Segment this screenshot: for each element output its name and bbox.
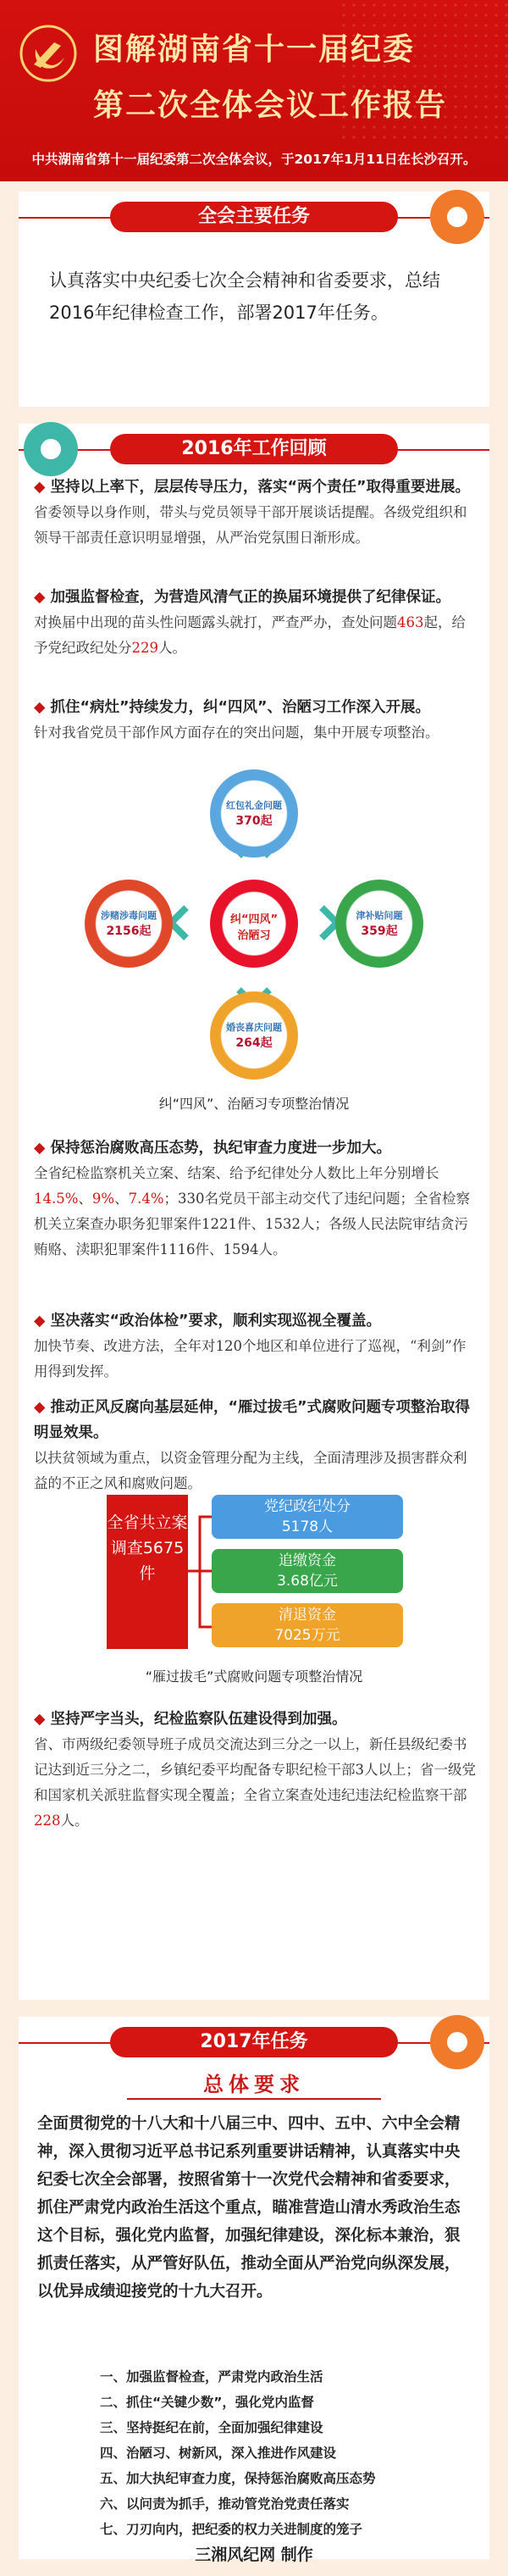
node-allowance: 津补贴问题 359起 [335,880,423,968]
review-item-5: ◆ 坚决落实“政治体检”要求，顺利实现巡视全覆盖。 加快节奏、改进方法，全年对120个地区和单位进行了巡视，“利剑”作用得到发挥。 [34,1313,467,1380]
recovered-funds-box: 追缴资金 3.68亿元 [212,1549,403,1593]
main-task-title: 全会主要任务 [110,202,398,232]
refunded-funds-box: 清退资金 7025万元 [212,1603,403,1647]
circle-decoration-inner [447,207,467,227]
list-item: 五、加大执纪审查力度，保持惩治腐败高压态势 [100,2471,376,2486]
general-requirements-text: 全面贯彻党的十八大和十八届三中、四中、五中、六中全会精神，深入贯彻习近平总书记系列重要讲话精神，认真落实中央纪委七次全会部署，按照省第十一次党代会精神和省委要求，抓住严肃党内政治生活这个重点，瞄准营造山清水秀政治生态这个目标，强化党内监督，加强纪律建设，深化标本兼治，狠抓责任落实，从严管好队伍，推动全面从严治党向纵深发展，以优异成绩迎接党的十九大召开。 [37,2115,461,2301]
review-item-2: ◆ 加强监督检查，为营造风清气正的换届环境提供了纪律保证。 对换届中出现的苗头性问题露头就打，严查严办，查处问题463起，给予党纪政纪处分229人。 [34,589,466,656]
page-subtitle: 中共湖南省第十一届纪委第二次全体会议，于2017年1月11日在长沙召开。 [31,152,477,167]
review-item-4: ◆ 保持惩治腐败高压态势，执纪审查力度进一步加大。 全省纪检监察机关立案、结案、给予纪律处分人数比上年分别增长14.5%、9%、7.4%；330名党员干部主动交代了违纪问题；全省检察机关立案查办职务犯罪案件1221件、1532人；各级人民法院审结贪污贿赂、渎职犯罪案件1116件、1594人。 [34,1140,471,1257]
review-title: 2016年工作回顾 [110,434,398,464]
footer-credit: 三湘风纪网 制作 [195,2545,313,2564]
list-item: 一、加强监督检查，严肃党内政治生活 [100,2369,323,2384]
review-item-7: ◆ 坚持严字当头，纪检监察队伍建设得到加强。 省、市两级纪委领导班子成员交流达到三分之一以上，新任县级纪委书记达到近三分之二，乡镇纪委平均配备专职纪检干部3人以上；省一级党和国家机关派驻监督实现全覆盖；全省立案查处违纪违法纪检监察干部228人。 [34,1711,476,1829]
diamond-bullet-icon: ◆ [34,479,46,496]
list-item: 七、刀刃向内，把纪委的权力关进制度的笼子 [100,2522,363,2537]
diamond-bullet-icon: ◆ [34,1313,46,1330]
tasks-2017-title: 2017年任务 [110,2027,398,2057]
page-title-line1: 图解湖南省十一届纪委 [93,32,416,67]
diagram2-arrows [188,1500,213,1644]
review-item-3: ◆ 抓住“病灶”持续发力，纠“四风”、治陋习工作深入开展。 针对我省党员干部作风方面存在的突出问题，集中开展专项整治。 [34,699,439,741]
diamond-bullet-icon: ◆ [34,1399,46,1416]
node-weddings-funerals: 婚丧喜庆问题 264起 [210,991,298,1080]
diamond-bullet-icon: ◆ [34,1140,46,1157]
diamond-bullet-icon: ◆ [34,699,46,716]
header-banner [0,0,508,181]
circle-decoration-inner [447,2032,467,2052]
review-item-6: ◆ 推动正风反腐向基层延伸，“雁过拔毛”式腐败问题专项整治取得明显效果。 以扶贫领域为重点，以资金管理分配为主线，全面清理涉及损害群众利益的不正之风和腐败问题。 [34,1399,470,1491]
party-emblem-icon [19,24,78,83]
list-item: 二、抓住“关键少数”，强化党内监督 [100,2395,314,2410]
task-list [100,2364,489,2542]
divider [127,2098,381,2100]
main-task-text: 认真落实中央纪委七次全会精神和省委要求，总结2016年纪律检查工作，部署2017年任务。 [49,270,440,323]
disciplinary-punishment-box: 党纪政纪处分 5178人 [212,1495,403,1539]
diagram2-caption: “雁过拔毛”式腐败问题专项整治情况 [145,1668,363,1685]
list-item: 四、治陋习、树新风，深入推进作风建设 [100,2446,337,2461]
diagram1-caption: 纠“四风”、治陋习专项整治情况 [158,1096,350,1112]
review-item-1: ◆ 坚持以上率下，层层传导压力，落实“两个责任”取得重要进展。 省委领导以身作则，带头与党员领导干部开展谈话提醒。各级党组织和领导干部责任意识明显增强，从严治党氛围日渐形成。 [34,479,470,546]
list-item: 六、以问责为抓手，推动管党治党责任落实 [100,2496,350,2512]
four-winds-diagram [51,769,457,1083]
total-cases-box: 全省共立案调查5675件 [107,1495,188,1649]
node-gift-money: 红包礼金问题 370起 [210,769,298,858]
circle-decoration-inner [41,439,61,459]
page-title-line2: 第二次全体会议工作报告 [93,88,448,123]
diamond-bullet-icon: ◆ [34,589,46,606]
node-gambling-drugs: 涉赌涉毒问题 2156起 [85,880,173,968]
node-center: 纠“四风” 治陋习 [210,880,298,968]
list-item: 三、坚持挺纪在前，全面加强纪律建设 [100,2420,323,2435]
general-requirements-title: 总体要求 [203,2073,305,2096]
diamond-bullet-icon: ◆ [34,1711,46,1728]
